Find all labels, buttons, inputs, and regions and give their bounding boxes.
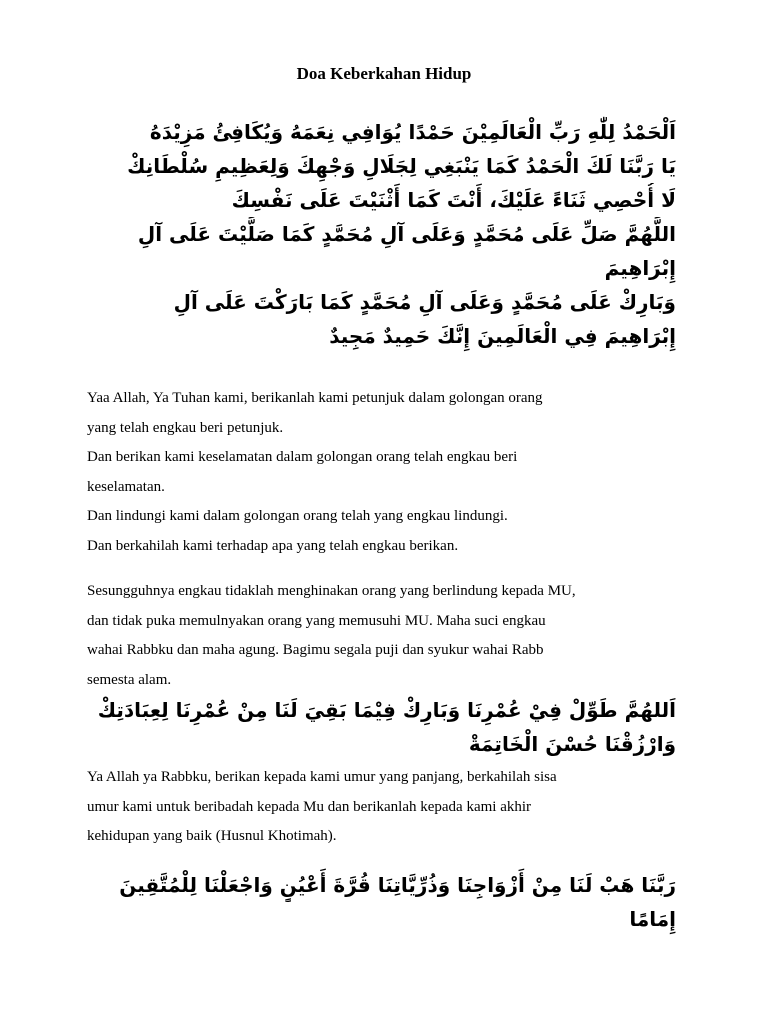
arabic-line: اللَّهُمَّ صَلِّ عَلَى مُحَمَّدٍ وَعَلَى آلِ مُحَمَّدٍ كَمَا صَلَّيْتَ عَلَى آلِ (137, 222, 676, 246)
arabic-line: لَا أُحْصِي ثَنَاءً عَلَيْكَ، أَنْتَ كَمَا أَثْنَيْتَ عَلَى نَفْسِكَ (231, 188, 676, 212)
text-line: Yaa Allah, Ya Tuhan kami, berikanlah kami petunjuk dalam golongan orang (87, 390, 543, 406)
arabic-line: إِمَامًا (629, 907, 676, 931)
text-line: semesta alam. (87, 671, 172, 688)
translation-paragraph-2 (87, 577, 687, 695)
translation-paragraph-1 (87, 384, 687, 561)
arabic-line: رَبَّنَا هَبْ لَنَا مِنْ أَزْوَاجِنَا وَذُرِّيَّاتِنَا قُرَّةَ أَعْيُنٍ وَاجْعَلْنَا لِلْمُتَّقِينَ (119, 873, 676, 897)
text-line: kehidupan yang baik (Husnul Khotimah). (87, 828, 337, 844)
text-line: umur kami untuk beribadah kepada Mu dan berikanlah kepada kami akhir (87, 798, 532, 815)
arabic-line: وَبَارِكْ عَلَى مُحَمَّدٍ وَعَلَى آلِ مُحَمَّدٍ كَمَا بَارَكْتَ عَلَى آلِ (173, 290, 676, 314)
arabic-prayer-block-1 (84, 115, 676, 353)
arabic-line: اَلْحَمْدُ لِلّٰهِ رَبِّ الْعَالَمِيْنَ حَمْدًا يُوَافِي نِعَمَهُ وَيُكَافِئُ مَزِيْدَهُ (149, 120, 676, 144)
arabic-prayer-block-2 (84, 693, 676, 761)
text-line: Dan berkahilah kami terhadap apa yang telah engkau berikan. (87, 537, 459, 554)
arabic-line: إِبْرَاهِيمَ فِي الْعَالَمِينَ إِنَّكَ حَمِيدٌ مَجِيدٌ (329, 324, 676, 348)
arabic-prayer-block-3 (84, 868, 676, 936)
text-line: keselamatan. (87, 478, 165, 495)
document-title: Doa Keberkahan Hidup (296, 64, 472, 83)
arabic-line: يَا رَبَّنَا لَكَ الْحَمْدُ كَمَا يَنْبَغِي لِجَلَالِ وَجْهِكَ وَلِعَظِيمِ سُلْطَانِكْ (127, 154, 676, 178)
text-line: Dan lindungi kami dalam golongan orang telah yang engkau lindungi. (87, 508, 508, 524)
arabic-line: وَارْزُقْنَا حُسْنَ الْخَاتِمَةْ (468, 732, 676, 756)
arabic-line: اَللهُمَّ طَوِّلْ فِيْ عُمْرِنَا وَبَارِكْ فِيْمَا بَقِيَ لَنَا مِنْ عُمْرِنَا لِعِبَادَتِكْ (97, 698, 676, 722)
translation-paragraph-3 (87, 763, 687, 852)
text-line: Sesungguhnya engkau tidaklah menghinakan orang yang berlindung kepada MU, (87, 583, 576, 599)
text-line: dan tidak puka memulnyakan orang yang memusuhi MU. Maha suci engkau (87, 612, 546, 629)
text-line: Ya Allah ya Rabbku, berikan kepada kami umur yang panjang, berkahilah sisa (87, 769, 557, 785)
text-line: Dan berikan kami keselamatan dalam golongan orang telah engkau beri (87, 449, 518, 465)
arabic-line: إِبْرَاهِيمَ (604, 256, 676, 280)
text-line: wahai Rabbku dan maha agung. Bagimu segala puji dan syukur wahai Rabb (87, 642, 544, 658)
text-line: yang telah engkau beri petunjuk. (87, 419, 284, 436)
